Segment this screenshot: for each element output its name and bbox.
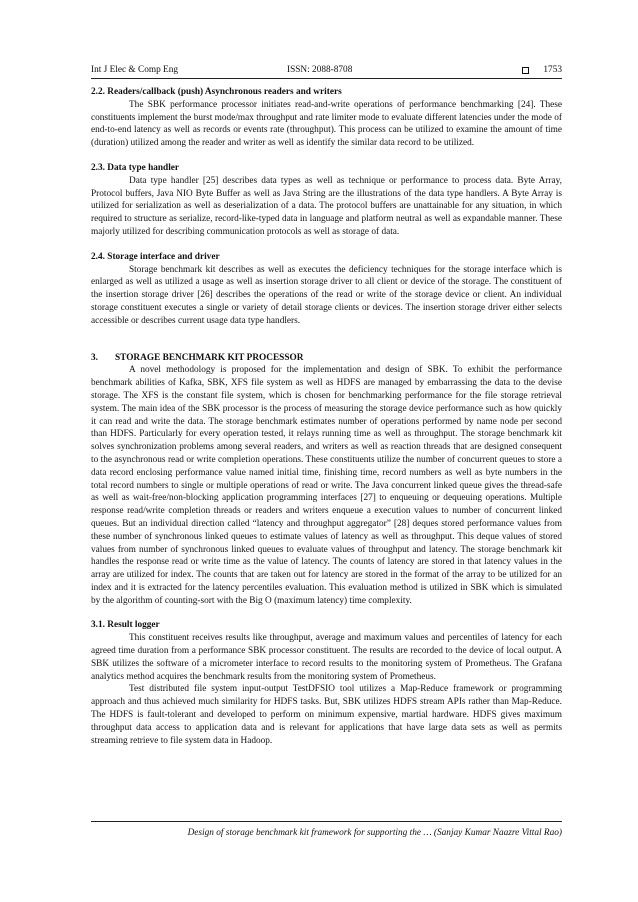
page-number-group [522, 64, 562, 76]
main-text [91, 86, 562, 747]
section-3-1-paragraph-2: Test distributed file system input-output TestDFSIO tool utilizes a Map-Reduce framework or programming approach and thus achieved much similarity for HDFS tasks. But, SBK utilizes HDFS stream APIs rather than Map-Reduce. The HDFS is fault-tolerant and developed to perform on minimum expensive, martial hardware. HDFS gives maximum throughput data access to application data and is relevant for applications that have large data sets as well as permits streaming retrieve to file system data in Hadoop. [91, 684, 562, 746]
journal-name: Int J Elec & Comp Eng [91, 65, 179, 75]
section-2-3-paragraph: Data type handler [25] describes data types as well as technique or performance to process data. Byte Array, Protocol buffers, Java NIO Byte Buffer as well as Java String are the illustrations of the data type handlers. A Byte Array is utilized for serialization as well as deserialization of a data. The protocol buffers are unattainable for any situation, in which required to structure as serialize, record-like-typed data in language and platform neutral as well as expandable manner. These majorly utilized for describing communication protocols as well as storage of data. [91, 175, 562, 237]
page-number: 1753 [543, 65, 562, 75]
section-title-2-4: 2.4. Storage interface and driver [91, 251, 220, 262]
section-3-1-paragraph-1: This constituent receives results like throughput, average and maximum values and percentiles of latency for each agreed time duration from a performance SBK processor constituent. The results are recorded to the device of local output. A SBK utilizes the software of a micrometer interface to record results to the monitoring system of Prometheus. The Grafana analytics method acquires the benchmark results from the monitoring system of Prometheus. [91, 633, 562, 682]
section-heading-3 [91, 352, 562, 365]
section-number: 3. [91, 352, 98, 363]
section-2-2-paragraph: The SBK performance processor initiates read-and-write operations of performance benchmarking [24]. These constituents implement the burst mode/max throughput and rate limiter mode to evaluate different latencies under the mode of end-to-end latency as well as records or events rate (throughput). This process can be utilized to examine the amount of time (duration) utilized among the reader and writer as well as identify the similar data record to be utilized. [91, 99, 562, 149]
running-header [91, 64, 562, 76]
section-2-4-paragraph: Storage benchmark kit describes as well as executes the deficiency techniques for the storage interface which is enlarged as well as utilized a usage as well as insertion storage driver to all client or device of the storage. The constituent of the insertion storage driver [26] describes the operations of the read or write of the storage device or client. An individual storage constituent executes a single or variety of detail storage clients or devices. The insertion storage driver either selects accessible or describes current usage data type handlers. [91, 264, 562, 326]
issn-label: ISSN: 2088-8708 [287, 65, 353, 75]
header-rule [91, 78, 562, 79]
running-footer: Design of storage benchmark kit framework for supporting the … (Sanjay Kumar Naazre Vittal Rao) [187, 828, 562, 838]
section-heading-text: STORAGE BENCHMARK KIT PROCESSOR [115, 352, 304, 363]
section-title-2-2: 2.2. Readers/callback (push) Asynchronous readers and writers [91, 87, 342, 97]
section-3-paragraph: A novel methodology is proposed for the implementation and design of SBK. To exhibit the performance benchmark abilities of Kafka, SBK, XFS file system as well as HDFS are managed by embarrassing the data to the devise storage. The XFS is the constant file system, which is chosen for benchmarking performance for the file storage retrieval system. The main idea of the SBK processor is the process of measuring the storage device performance such as how quickly it can read and write the data. The storage benchmark estimates number of operations performed by name node per second than HDFS. Particularly for every operation tested, it relays running time as well as throughput. The storage benchmark kit solves synchronization problems among several readers, and writers as well as reaction threads that are designed consequent to the asynchronous read or write completion operations. These constituents utilize the number of concurrent queues to store a data record enclosing performance value named initial time, finishing time, record numbers as well as byte numbers in the total record numbers to single or multiple operations of read or write. The Java concurrent linked queue gives the thread-safe as well as wait-free/non-blocking application programming interfaces [27] to enqueuing or dequeuing operations. Multiple response read/write completion threads or readers and writers enqueue a execution values to number of concurrent linked queues. But an individual direction called “latency and throughput aggregator” [28] deques stored performance values from these number of synchronous linked queues to estimate values of latency as well as throughput. This deque values of stored values from number of synchronous linked queues to evaluate values of throughput and latency. The storage benchmark kit handles the response read or write time as the value of latency. The counts of latency are stored in that latency values in the array are utilized for index. The counts that are taken out for latency are stored in the format of the array to be utilized for an index and it is extracted for the latency percentiles evaluation. This evaluation method is utilized in SBK which is simulated by the algorithm of counting-sort with the Big O (maximum latency) time complexity. [91, 365, 562, 606]
section-title-3-1: 3.1. Result logger [91, 620, 160, 631]
section-title-2-3: 2.3. Data type handler [91, 162, 180, 173]
square-box-icon [522, 67, 529, 74]
footer-rule [91, 821, 562, 822]
